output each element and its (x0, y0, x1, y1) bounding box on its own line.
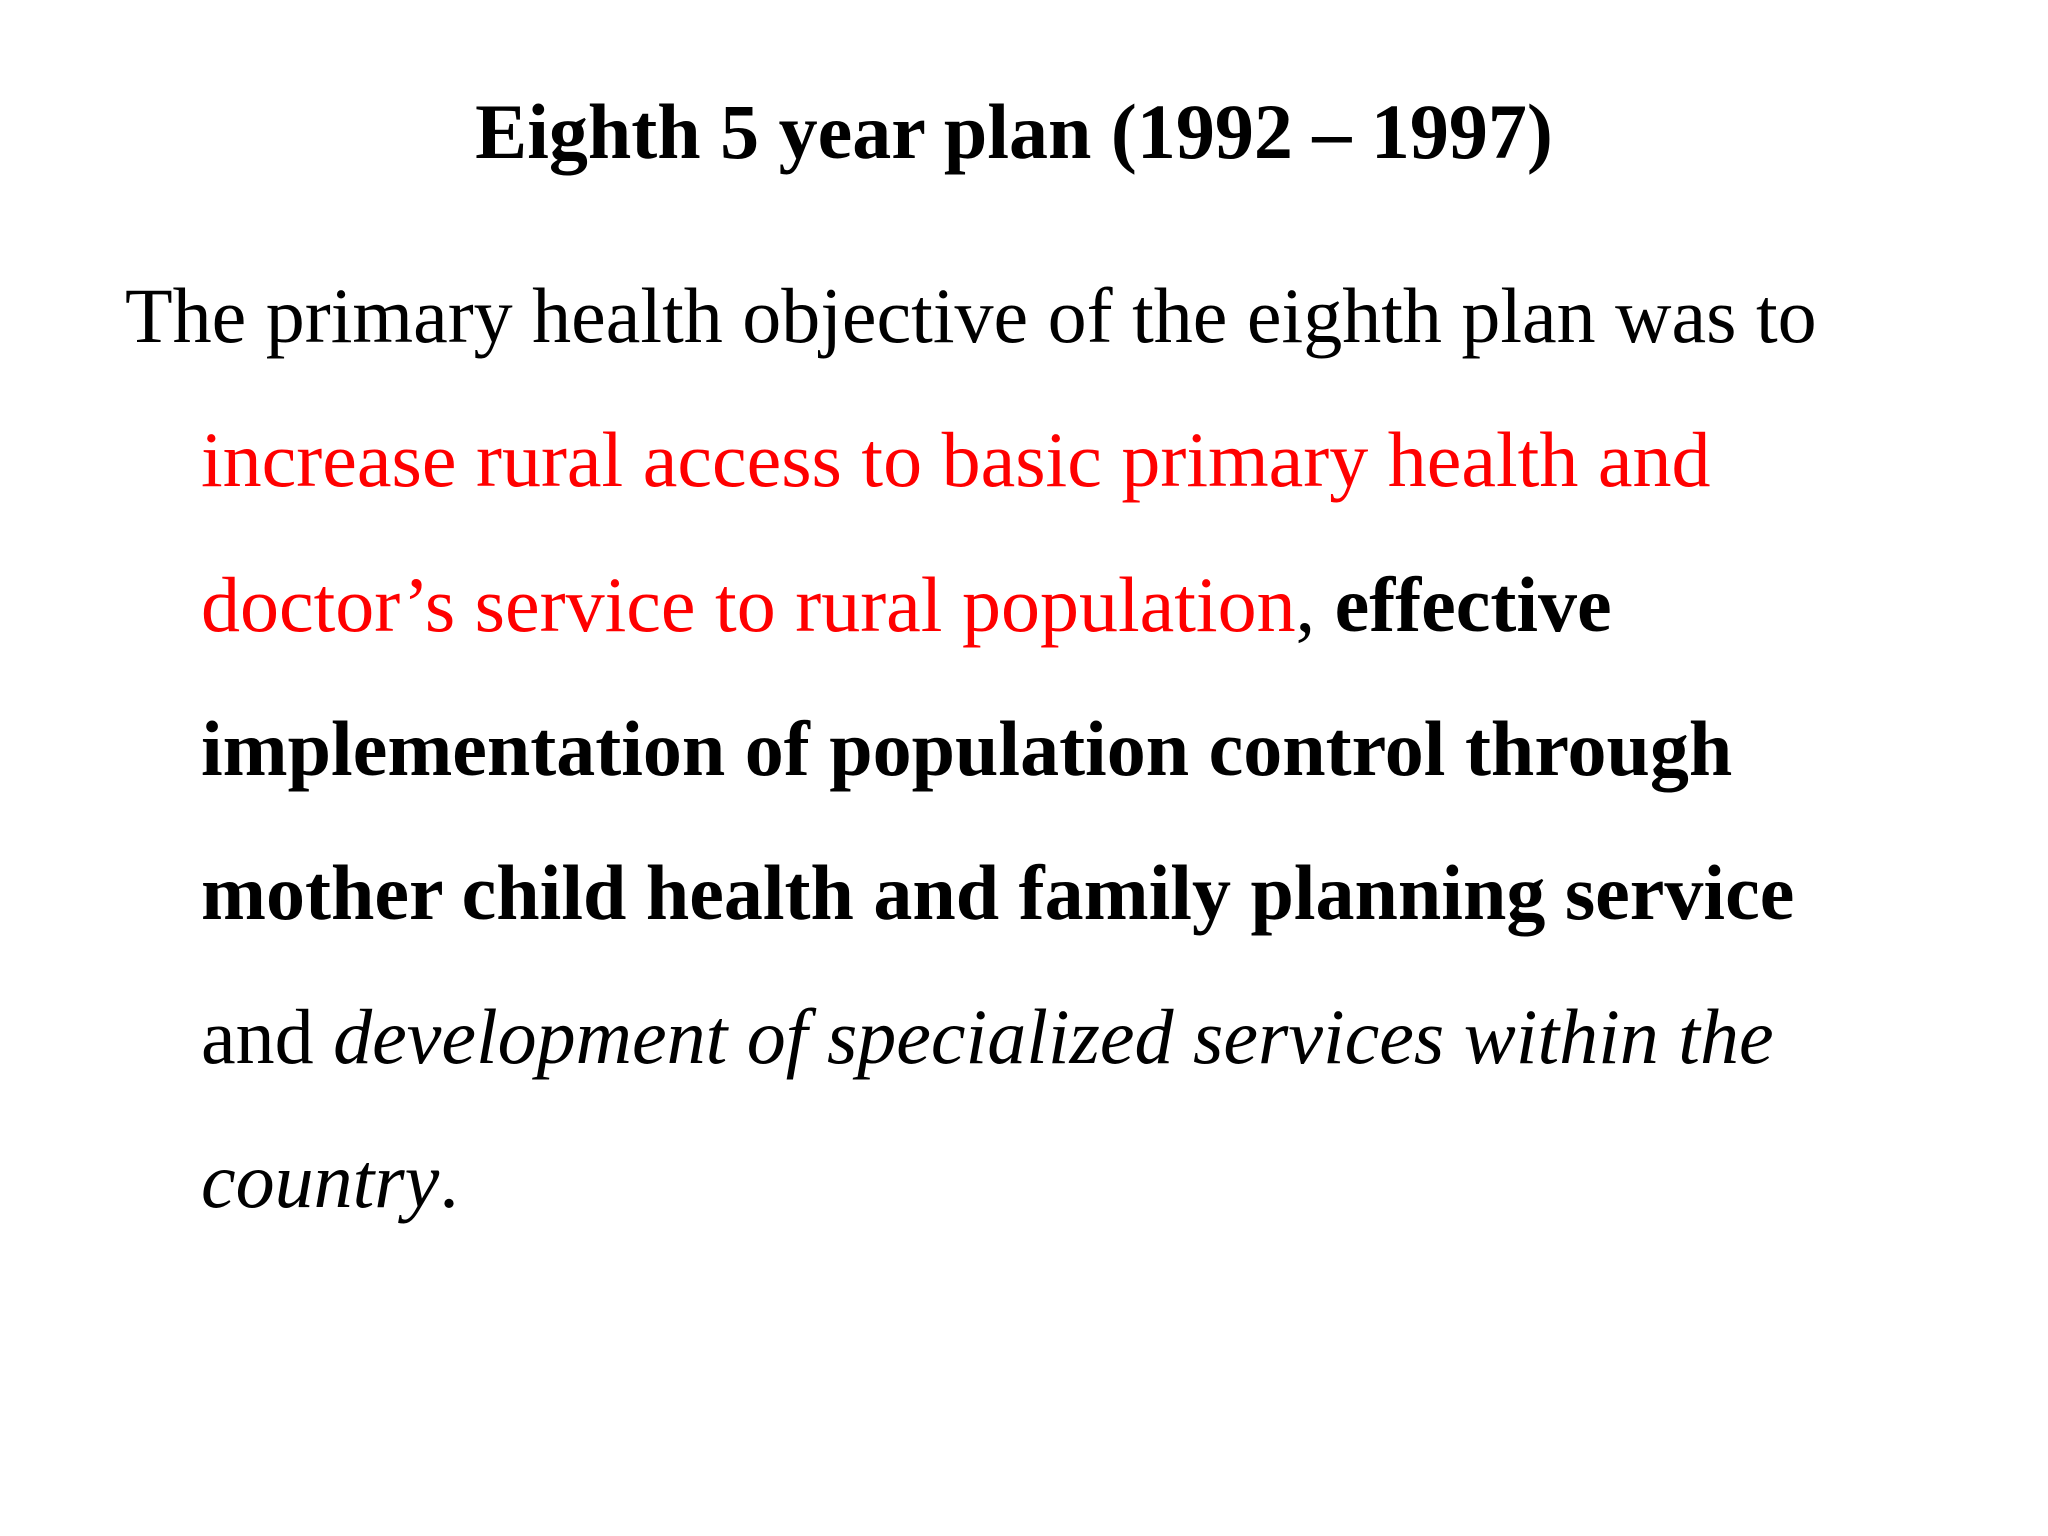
body-text: , (1295, 561, 1335, 648)
body-text: . (439, 1137, 459, 1224)
slide-title: Eighth 5 year plan (1992 – 1997) (475, 88, 1553, 175)
body-line-4 (201, 699, 1732, 799)
italic-text: development of specialized services within the (333, 993, 1774, 1080)
body-line-5 (201, 843, 1794, 943)
bold-text: mother child health and family planning service (201, 849, 1795, 936)
body-line-2 (201, 410, 1710, 510)
highlighted-text: increase rural access to basic primary health and (201, 416, 1711, 503)
body-text: The primary health objective of the eighth plan was to (125, 272, 1817, 359)
highlighted-text: doctor’s service to rural population (201, 561, 1296, 648)
bold-text: implementation of population control through (201, 705, 1733, 792)
body-line-1 (125, 266, 1817, 366)
body-text: and (201, 993, 334, 1080)
italic-text: country (201, 1137, 440, 1224)
body-line-7 (201, 1131, 459, 1231)
bold-text: effective (1334, 561, 1612, 648)
body-line-6 (201, 987, 1774, 1087)
body-line-3 (201, 555, 1612, 655)
